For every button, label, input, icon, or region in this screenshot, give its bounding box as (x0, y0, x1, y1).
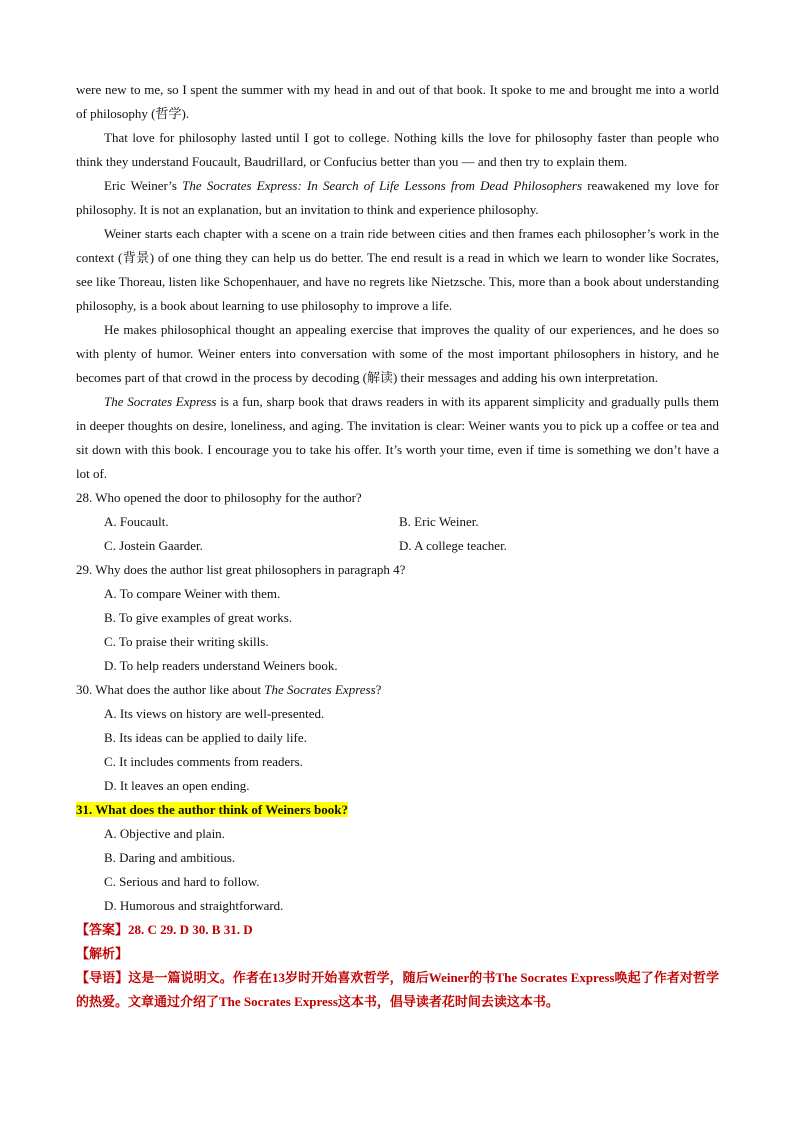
guide-text: 【导语】这是一篇说明文。作者在13岁时开始喜欢哲学，随后Weiner的书The Socrates Express唤起了作者对哲学的热爱。文章通过介绍了The Socrates Express这本书，倡导读者花时间去读这本书。 (76, 970, 719, 1009)
question-29-stem: 29. Why does the author list great philosophers in paragraph 4? (76, 562, 406, 577)
option-d: D. It leaves an open ending. (104, 778, 250, 793)
question-31-line (76, 798, 719, 822)
option-a: A. Its views on history are well-presented. (104, 706, 325, 721)
option-d: D. To help readers understand Weiners book. (104, 658, 338, 673)
book-title: The Socrates Express: In Search of Life Lessons from Dead Philosophers (182, 178, 583, 193)
book-title: The Socrates Express (264, 682, 376, 697)
document-page (76, 78, 719, 1014)
passage-paragraph: That love for philosophy lasted until I got to college. Nothing kills the love for philosophy faster than people who think they understand Foucault, Baudrillard, or Confucius better than you — and then try to explain them. (76, 130, 719, 169)
question-31-stem-highlighted: 31. What does the author think of Weiners book? (76, 802, 348, 817)
book-title: The Socrates Express (104, 394, 217, 409)
option-a: A. Foucault. (104, 514, 169, 529)
option-c: C. Jostein Gaarder. (104, 538, 203, 553)
option-d: D. Humorous and straightforward. (104, 898, 284, 913)
passage-paragraph: were new to me, so I spent the summer with my head in and out of that book. It spoke to me and brought me into a world of philosophy (哲学). (76, 82, 719, 121)
question-30-stem (76, 678, 719, 702)
question-28-options-row (76, 510, 719, 534)
passage-paragraph (76, 174, 719, 222)
passage-paragraph: He makes philosophical thought an appealing exercise that improves the quality of our experiences, and he does so with plenty of humor. Weiner enters into conversation with some of the most important philosophers in history, and he becomes part of that crowd in the process by decoding (解读) their messages and adding his own interpretation. (76, 322, 719, 385)
option-c: C. It includes comments from readers. (104, 754, 303, 769)
analysis-label: 【解析】 (76, 946, 129, 961)
answer-key: 【答案】28. C 29. D 30. B 31. D (76, 922, 253, 937)
option-a: A. To compare Weiner with them. (104, 586, 281, 601)
question-28-stem: 28. Who opened the door to philosophy for the author? (76, 490, 362, 505)
paragraph-text: Eric Weiner’s (104, 178, 183, 193)
option-c: C. To praise their writing skills. (104, 634, 269, 649)
option-c: C. Serious and hard to follow. (104, 874, 260, 889)
option-b: B. Daring and ambitious. (104, 850, 236, 865)
stem-text: ? (375, 682, 382, 697)
stem-text: 30. What does the author like about (76, 682, 265, 697)
paragraph-text: is a fun, sharp book that draws readers in with its apparent simplicity and gradually pulls them in deeper thoughts on desire, loneliness, and aging. The invitation is clear: Weiner wants you to pick up a coffee or tea and sit down with this book. I encourage you to take his offer. It’s worth your time, even if time is something we don’t have a lot of. (76, 394, 719, 481)
option-b: B. Its ideas can be applied to daily life. (104, 730, 307, 745)
passage-paragraph: Weiner starts each chapter with a scene on a train ride between cities and then frames each philosopher’s work in the context (背景) of one thing they can help us do better. The end result is a read in which we learn to wonder like Socrates, see like Thoreau, listen like Schopenhauer, and have no regrets like Nietzsche. This, more than a book about understanding philosophy, is a book about learning to use philosophy to improve a life. (76, 226, 719, 313)
option-a: A. Objective and plain. (104, 826, 225, 841)
paragraph-text: reawakened my love for philosophy. It is not an explanation, but an invitation to think and experience philosophy. (76, 178, 719, 217)
passage-paragraph (76, 390, 719, 486)
option-d: D. A college teacher. (399, 538, 507, 553)
option-b: B. Eric Weiner. (399, 514, 479, 529)
question-28-options-row (76, 534, 719, 558)
option-b: B. To give examples of great works. (104, 610, 293, 625)
